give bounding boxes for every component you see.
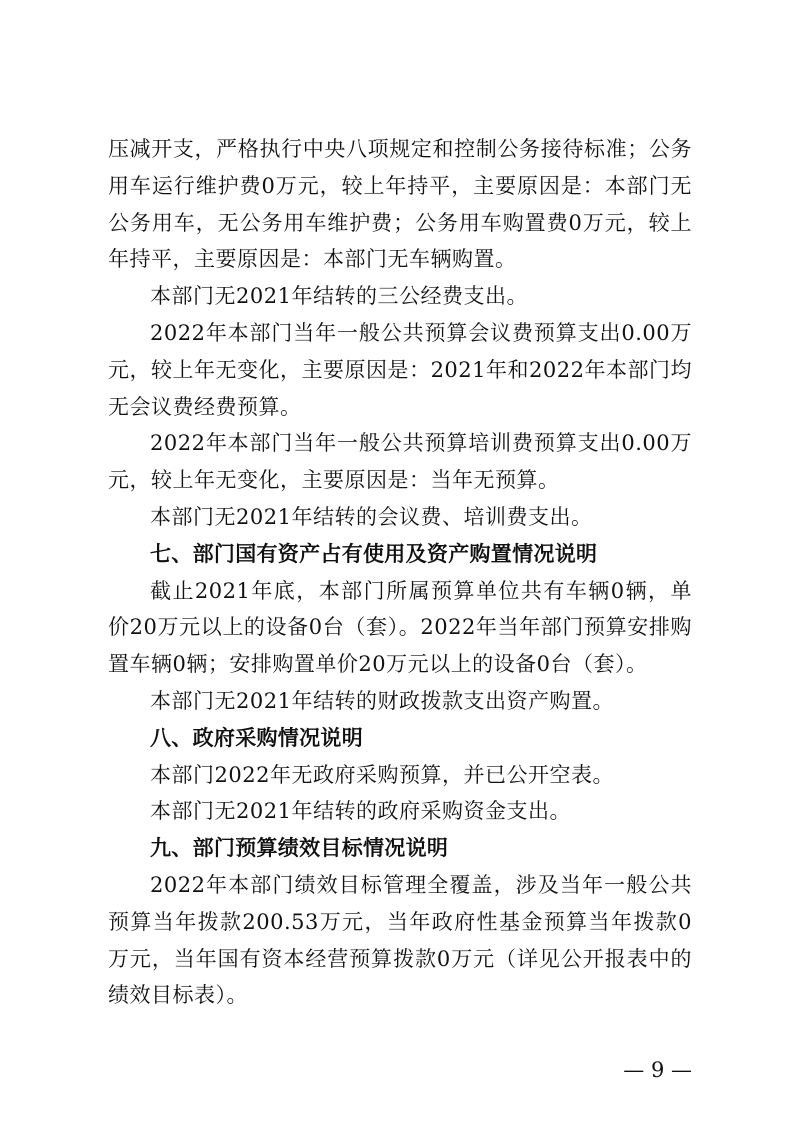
document-body bbox=[108, 131, 692, 1014]
paragraph-procurement: 本部门2022年无政府采购预算，并已公开空表。 bbox=[150, 762, 614, 787]
page-number: — 9 — bbox=[623, 1058, 692, 1082]
paragraph-public-vehicle: 压减开支，严格执行中央八项规定和控制公务接待标准；公务用车运行维护费0万元，较上年持平，主要原因是：本部门无公务用车，无公务用车维护费；公务用车购置费0万元，较上年持平，主要原因是：本部门无车辆购置。 bbox=[108, 137, 692, 272]
paragraph-performance: 2022年本部门绩效目标管理全覆盖，涉及当年一般公共预算当年拨款200.53万元，当年政府性基金预算当年拨款0万元，当年国有资本经营预算拨款0万元（详见公开报表中的绩效目标表）。 bbox=[108, 872, 692, 1008]
section-heading-performance: 九、部门预算绩效目标情况说明 bbox=[150, 836, 449, 861]
paragraph-assets: 截止2021年底，本部门所属预算单位共有车辆0辆，单价20万元以上的设备0台（套）。2022年当年部门预算安排购置车辆0辆；安排购置单价20万元以上的设备0台（套）。 bbox=[108, 578, 692, 677]
paragraph-training-fee: 2022年本部门当年一般公共预算培训费预算支出0.00万元，较上年无变化，主要原因是：当年无预算。 bbox=[108, 431, 692, 493]
section-heading-procurement: 八、政府采购情况说明 bbox=[150, 725, 363, 750]
paragraph-meeting-training-carryover: 本部门无2021年结转的会议费、培训费支出。 bbox=[150, 504, 593, 529]
paragraph-meeting-fee: 2022年本部门当年一般公共预算会议费预算支出0.00万元，较上年无变化，主要原因是：2021年和2022年本部门均无会议费经费预算。 bbox=[108, 320, 692, 419]
paragraph-three-public-carryover: 本部门无2021年结转的三公经费支出。 bbox=[150, 284, 528, 309]
section-heading-assets: 七、部门国有资产占有使用及资产购置情况说明 bbox=[150, 541, 598, 566]
paragraph-assets-carryover: 本部门无2021年结转的财政拨款支出资产购置。 bbox=[150, 688, 614, 713]
paragraph-procurement-carryover: 本部门无2021年结转的政府采购资金支出。 bbox=[150, 799, 571, 824]
